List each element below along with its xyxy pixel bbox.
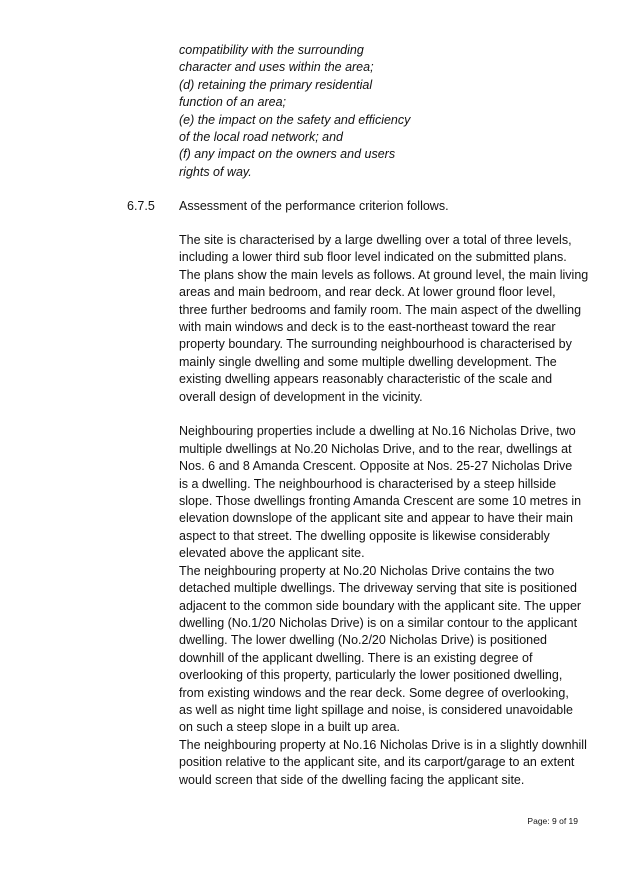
text-line: adjacent to the common side boundary with the applicant site. The upper	[179, 598, 582, 613]
paragraph-neighbouring-properties	[179, 423, 599, 562]
text-line: on such a steep slope in a built up area.	[179, 720, 400, 735]
text-line: slope. Those dwellings fronting Amanda Crescent are some 10 metres in	[179, 494, 582, 509]
text-line: overall design of development in the vicinity.	[179, 389, 423, 404]
text-line: position relative to the applicant site, and its carport/garage to an extent	[179, 755, 575, 770]
assessment-body	[179, 232, 599, 789]
page-number: Page: 9 of 19	[527, 816, 578, 826]
text-line: The site is characterised by a large dwelling over a total of three levels,	[179, 233, 572, 247]
text-line: The neighbouring property at No.16 Nicholas Drive is in a slightly downhill	[179, 737, 587, 752]
text-line: existing dwelling appears reasonably characteristic of the scale and	[179, 372, 553, 387]
text-line: property boundary. The surrounding neighbourhood is characterised by	[179, 337, 572, 352]
criteria-line: (e) the impact on the safety and efficiency	[179, 112, 411, 127]
text-line: The plans show the main levels as follows. At ground level, the main living	[179, 267, 589, 282]
criteria-line: rights of way.	[179, 164, 252, 179]
paragraph-no20-nicholas-drive	[179, 563, 599, 737]
text-line: Neighbouring properties include a dwelling at No.16 Nicholas Drive, two	[179, 424, 576, 439]
text-line: multiple dwellings at No.20 Nicholas Drive, and to the rear, dwellings at	[179, 441, 572, 456]
text-line: The neighbouring property at No.20 Nicholas Drive contains the two	[179, 563, 555, 578]
text-line: three further bedrooms and family room. The main aspect of the dwelling	[179, 302, 582, 317]
criteria-line: (f) any impact on the owners and users	[179, 147, 396, 162]
text-line: Nos. 6 and 8 Amanda Crescent. Opposite at Nos. 25-27 Nicholas Drive	[179, 459, 573, 474]
text-line: with main windows and deck is to the east-northeast toward the rear	[179, 320, 556, 335]
criteria-line: function of an area;	[179, 95, 287, 110]
text-line: mainly single dwelling and some multiple dwelling development. The	[179, 354, 557, 369]
section-heading: Assessment of the performance criterion follows.	[179, 199, 449, 213]
text-line: from existing windows and the rear deck. Some degree of overlooking,	[179, 685, 569, 700]
paragraph-no16-nicholas-drive	[179, 737, 599, 789]
text-line: detached multiple dwellings. The driveway serving that site is positioned	[179, 581, 577, 596]
quoted-criteria	[179, 42, 439, 181]
text-line: is a dwelling. The neighbourhood is characterised by a steep hillside	[179, 476, 557, 491]
text-line: overlooking of this property, particularly the lower positioned dwelling,	[179, 668, 563, 683]
criteria-line: character and uses within the area;	[179, 60, 374, 75]
text-line: elevation downslope of the applicant site and appear to have their main	[179, 511, 574, 526]
text-line: areas and main bedroom, and rear deck. At lower ground floor level,	[179, 285, 556, 300]
text-line: aspect to that street. The dwelling opposite is likewise considerably	[179, 528, 550, 543]
criteria-line: of the local road network; and	[179, 130, 343, 145]
text-line: as well as night time light spillage and noise, is considered unavoidable	[179, 702, 573, 717]
text-line: dwelling. The lower dwelling (No.2/20 Nicholas Drive) is positioned	[179, 633, 547, 648]
text-line: would screen that side of the dwelling facing the applicant site.	[179, 772, 525, 787]
criteria-line: (d) retaining the primary residential	[179, 77, 373, 92]
criteria-line: compatibility with the surrounding	[179, 43, 364, 57]
paragraph-site-description	[179, 232, 599, 406]
text-line: including a lower third sub floor level indicated on the submitted plans.	[179, 250, 567, 265]
text-line: downhill of the applicant dwelling. There is an existing degree of	[179, 650, 533, 665]
text-line: dwelling (No.1/20 Nicholas Drive) is on a similar contour to the applicant	[179, 615, 578, 630]
text-line: elevated above the applicant site.	[179, 546, 365, 561]
section-number: 6.7.5	[127, 199, 155, 213]
